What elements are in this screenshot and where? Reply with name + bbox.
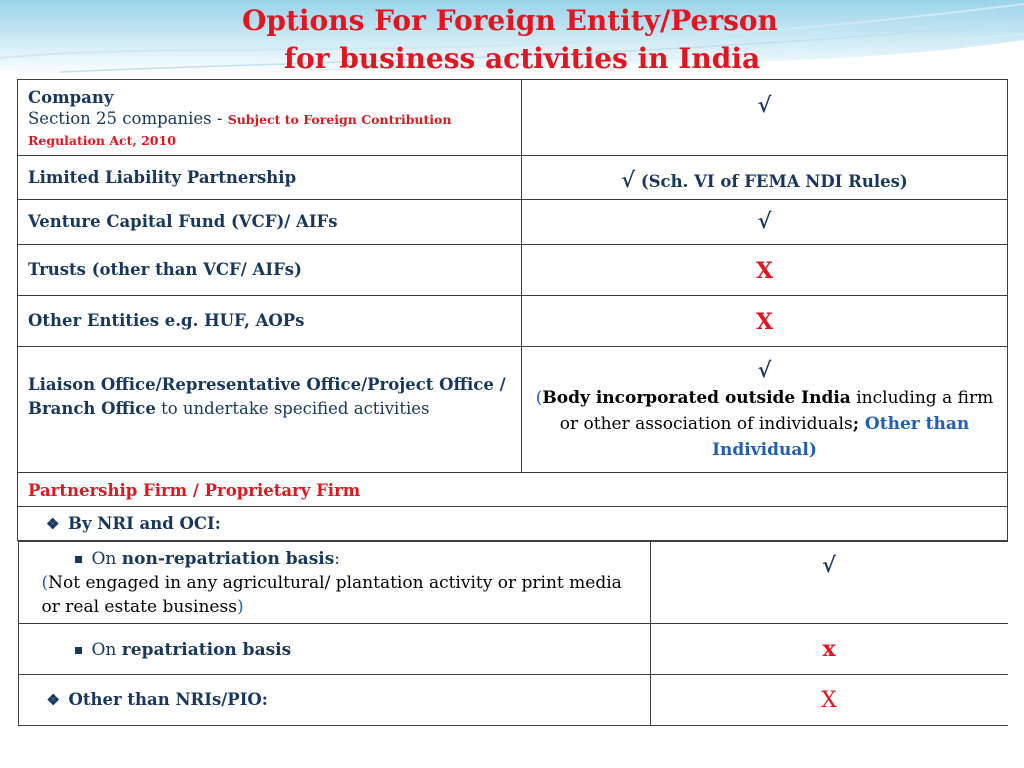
cross-mark: x [822,636,836,662]
office-types: Liaison Office/Representative Office/Project Office / Branch Office [28,375,506,418]
status-note: (Sch. VI of FEMA NDI Rules) [635,172,908,191]
check-mark: √ [757,208,772,233]
entity-label: Other Entities e.g. HUF, AOPs [28,311,305,330]
partnership-header [18,473,1008,507]
status-cell [650,675,1008,726]
entity-subtitle: Section 25 companies - [28,109,228,128]
entity-cell [18,156,522,200]
diamond-bullet-icon: ❖ [46,515,60,533]
cross-mark: X [755,309,774,335]
entity-cell [18,200,522,245]
diamond-bullet-icon: ❖ [46,691,60,709]
entity-title: Company [28,88,114,107]
table-row [18,156,1008,200]
table-row [18,296,1008,347]
table-row [18,541,1008,727]
mode-prefix: On [91,640,122,660]
mode-colon: : [334,549,341,569]
status-cell [522,245,1008,296]
mode-label: repatriation basis [121,640,292,660]
square-bullet-icon [75,556,82,563]
check-mark: √ [757,92,772,117]
condition-note: Not engaged in any agricultural/ plantation activity or print media or real estate business [41,573,622,617]
entity-cell [18,296,522,347]
cross-mark: X [821,688,837,713]
entity-cell [18,245,522,296]
entity-cell [18,80,522,156]
mode-label: non-repatriation basis [121,549,335,569]
table-row [18,347,1008,473]
title-line-2: for business activities in India [284,42,761,75]
entity-label: Venture Capital Fund (VCF)/ AIFs [28,212,338,231]
entity-cell [18,675,650,726]
status-cell [650,542,1008,624]
mode-prefix: On [91,549,122,569]
entity-label: Trusts (other than VCF/ AIFs) [28,260,302,279]
note-bold: Body incorporated outside India [542,388,851,408]
partnership-subtable [18,541,1008,726]
status-cell [522,80,1008,156]
status-cell [522,200,1008,245]
note-open: ( [535,388,543,408]
nri-heading-cell [18,507,1008,541]
note-plain: including a firm or other association of individuals [559,388,994,434]
partnership-label: Partnership Firm / Proprietary Firm [28,481,361,500]
note-blue: Other than Individual) [712,414,970,460]
entity-label: Limited Liability Partnership [28,168,297,187]
table-row [18,675,1008,726]
fcra-note: Subject to Foreign Contribution Regulation Act, 2010 [28,112,452,148]
check-mark: √ [822,552,836,577]
table-row [18,507,1008,541]
title-line-1: Options For Foreign Entity/Person [242,4,778,37]
note-semicolon: ; [852,414,859,434]
table-row [18,80,1008,156]
other-heading: Other than NRIs/PIO: [68,690,268,709]
check-mark: √ [621,167,636,192]
table-row [18,245,1008,296]
table-row [18,624,1008,675]
options-table [17,79,1008,726]
note-close: ) [236,597,244,617]
entity-cell [18,347,522,473]
table-row [18,542,1008,624]
nri-heading: By NRI and OCI: [68,514,221,533]
entity-cell [18,624,650,675]
status-cell [650,624,1008,675]
office-purpose: to undertake specified activities [155,399,430,418]
cross-mark: X [755,258,774,284]
table-row [18,473,1008,507]
status-cell [522,296,1008,347]
note-open: ( [41,573,49,593]
table-row [18,200,1008,245]
square-bullet-icon [75,647,82,654]
entity-cell [18,542,650,624]
status-cell [522,347,1008,473]
check-mark: √ [757,357,772,382]
status-cell [522,156,1008,200]
